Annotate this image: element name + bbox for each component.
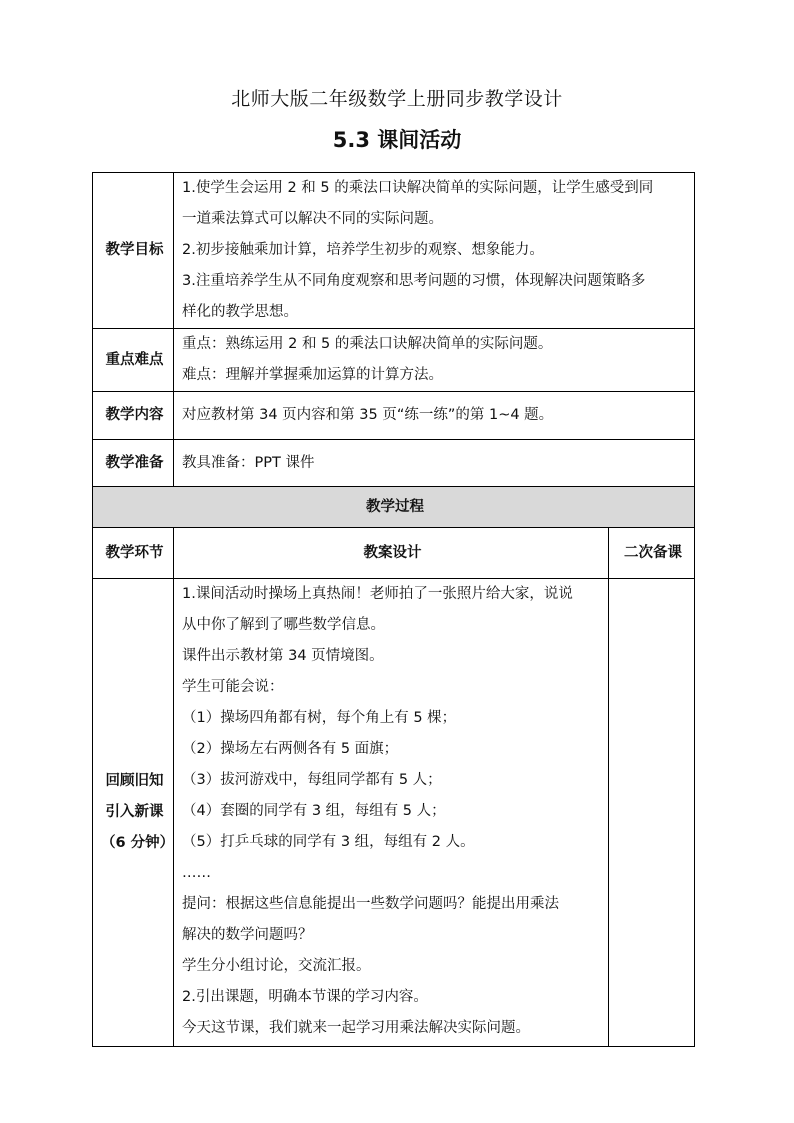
goals-label: 教学目标 (93, 173, 174, 329)
stage-label (93, 579, 174, 1047)
lesson-title: 5.3 课间活动 (332, 128, 462, 152)
design-line: （4）套圈的同学有 3 组，每组有 5 人； (182, 803, 446, 819)
content-row (93, 392, 695, 440)
content-label: 教学内容 (93, 392, 174, 440)
goals-line: 一道乘法算式可以解决不同的实际问题。 (182, 211, 443, 227)
goals-row (93, 173, 695, 329)
design-line: 学生分小组讨论，交流汇报。 (182, 958, 371, 974)
key-point-line: 重点：熟练运用 2 和 5 的乘法口诀解决简单的实际问题。 (182, 336, 553, 352)
design-line: 学生可能会说： (182, 679, 284, 695)
stage-revision (609, 579, 695, 1047)
design-line: （3）拔河游戏中，每组同学都有 5 人； (182, 772, 442, 788)
key-points-row (93, 329, 695, 392)
design-line: 1.课间活动时操场上真热闹！老师拍了一张照片给大家，说说 (182, 586, 573, 602)
goals-line: 样化的教学思想。 (182, 304, 298, 320)
prep-label: 教学准备 (93, 440, 174, 487)
design-line: 从中你了解到了哪些数学信息。 (182, 617, 385, 633)
lesson-plan-table (92, 172, 695, 1047)
stage-label-line: 回顾旧知 (105, 773, 164, 789)
key-points-content (174, 329, 695, 392)
goals-line: 3.注重培养学生从不同角度观察和思考问题的习惯，体现解决问题策略多 (182, 273, 646, 289)
design-line: 今天这节课，我们就来一起学习用乘法解决实际问题。 (182, 1020, 530, 1036)
design-line: 解决的数学问题吗？ (182, 927, 313, 943)
design-line: 课件出示教材第 34 页情境图。 (182, 648, 384, 664)
content-text: 对应教材第 34 页内容和第 35 页“练一练”的第 1~4 题。 (174, 392, 695, 440)
goals-content (174, 173, 695, 329)
design-line: （1）操场四角都有树，每个角上有 5 棵； (182, 710, 457, 726)
stage-row (93, 579, 695, 1047)
column-header-revision: 二次备课 (609, 528, 695, 579)
stage-design (174, 579, 609, 1047)
key-point-line: 难点：理解并掌握乘加运算的计算方法。 (182, 367, 443, 383)
stage-label-line: （6 分钟） (101, 835, 175, 851)
design-line: 提问：根据这些信息能提出一些数学问题吗？能提出用乘法 (182, 896, 559, 912)
stage-label-line: 引入新课 (105, 804, 164, 820)
prep-text: 教具准备：PPT 课件 (174, 440, 695, 487)
process-header-row (93, 487, 695, 528)
design-line: 2.引出课题，明确本节课的学习内容。 (182, 989, 428, 1005)
document-title: 北师大版二年级数学上册同步教学设计 (231, 88, 563, 110)
goals-line: 2.初步接触乘加计算，培养学生初步的观察、想象能力。 (182, 242, 544, 258)
column-header-row (93, 528, 695, 579)
process-header: 教学过程 (93, 487, 695, 528)
column-header-design: 教案设计 (174, 528, 609, 579)
column-header-stage: 教学环节 (93, 528, 174, 579)
design-line: （2）操场左右两侧各有 5 面旗； (182, 741, 399, 757)
design-line: …… (182, 865, 211, 881)
goals-line: 1.使学生会运用 2 和 5 的乘法口诀解决简单的实际问题，让学生感受到同 (182, 180, 654, 196)
design-line: （5）打乒乓球的同学有 3 组，每组有 2 人。 (182, 834, 475, 850)
key-points-label: 重点难点 (93, 329, 174, 392)
prep-row (93, 440, 695, 487)
